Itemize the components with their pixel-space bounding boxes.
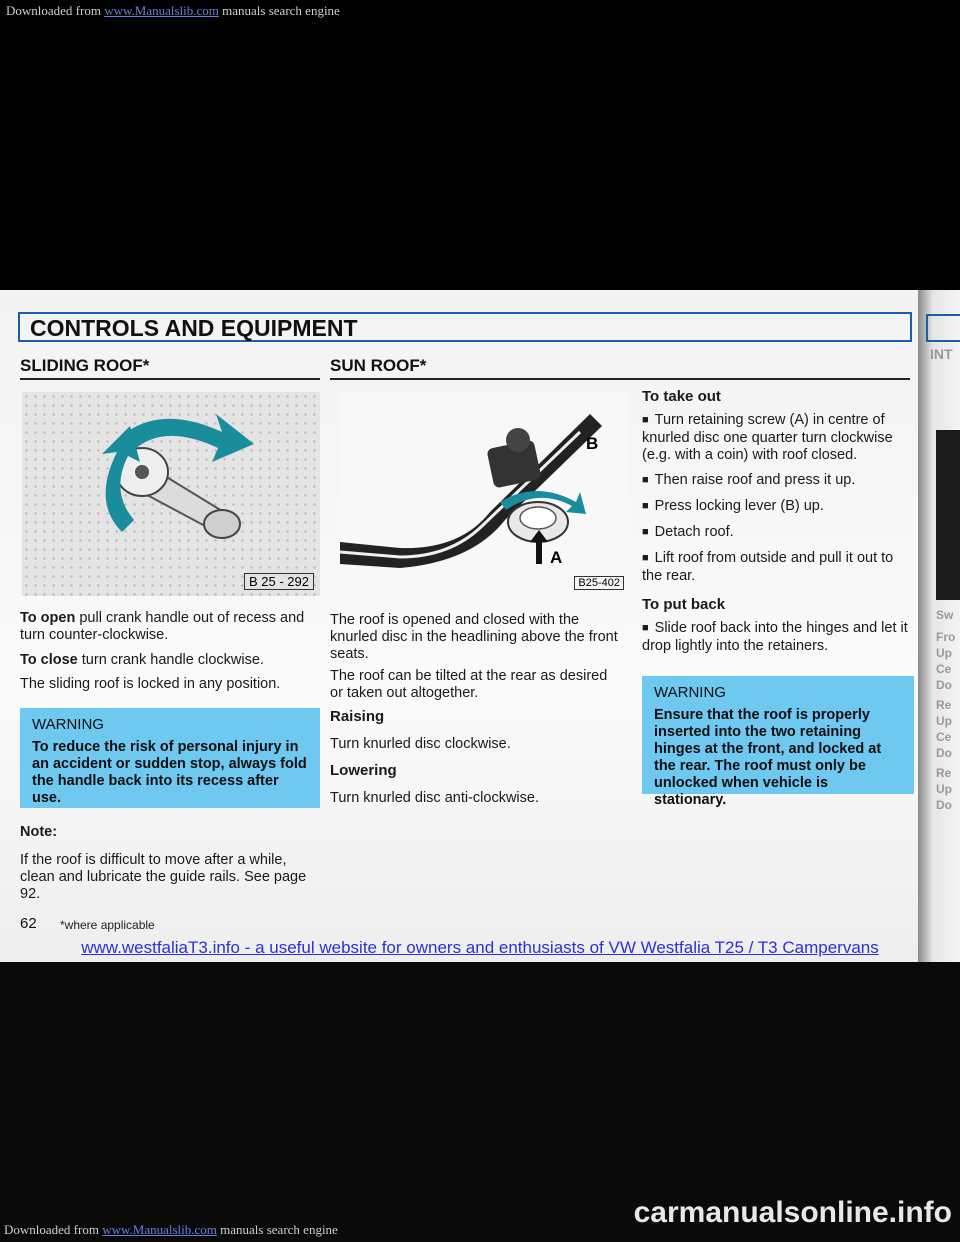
edge-fragment: Ce xyxy=(936,662,952,676)
raising-title: Raising xyxy=(330,708,385,725)
sun-roof-tilt-text: The roof can be tilted at the rear as desired or taken out altogether. xyxy=(330,668,608,701)
edge-fragment: Re xyxy=(936,698,952,712)
step-item: ■ Lift roof from outside and pull it out to the rear. xyxy=(642,550,914,585)
next-page-edge xyxy=(918,290,960,962)
next-page-image xyxy=(936,430,960,600)
step-item: ■ Detach roof. xyxy=(642,524,914,542)
edge-fragment: Up xyxy=(936,646,952,660)
manualslib-link[interactable]: www.Manualslib.com xyxy=(104,3,219,18)
heading-rule xyxy=(20,378,320,380)
take-out-steps xyxy=(642,412,914,593)
close-instruction: To close turn crank handle clockwise. xyxy=(20,652,264,668)
footnote: *where applicable xyxy=(60,918,155,932)
label-a: A xyxy=(550,548,563,567)
step-item: ■ Then raise roof and press it up. xyxy=(642,472,914,490)
edge-fragment: Ce xyxy=(936,730,952,744)
section-header xyxy=(18,312,912,342)
step-item: ■ Slide roof back into the hinges and let it drop lightly into the retainers. xyxy=(642,620,914,655)
crank-handle-illustration xyxy=(22,392,320,596)
knurled-disc-illustration xyxy=(340,392,628,594)
sliding-roof-heading: SLIDING ROOF* xyxy=(20,356,150,375)
figure-label: B 25 - 292 xyxy=(244,573,314,590)
step-item: ■ Turn retaining screw (A) in centre of knurled disc one quarter turn clockwise (e.g. with a coin) with roof closed. xyxy=(642,412,914,464)
note-title: Note: xyxy=(20,824,58,840)
label-b: B xyxy=(586,434,599,453)
sun-roof-description: The roof is opened and closed with the knurled disc in the headlining above the front seats. xyxy=(330,612,618,662)
raising-text: Turn knurled disc clockwise. xyxy=(330,736,511,752)
sun-roof-warning xyxy=(642,676,914,808)
next-page-tab xyxy=(926,314,960,342)
warning-title: WARNING xyxy=(654,684,726,701)
lowering-text: Turn knurled disc anti-clockwise. xyxy=(330,790,539,806)
edge-fragment: Fro xyxy=(936,630,956,644)
sliding-roof-warning xyxy=(20,708,320,808)
watermark: carmanualsonline.info xyxy=(633,1196,952,1229)
heading-rule xyxy=(330,378,910,380)
open-instruction: To open pull crank handle out of recess and turn counter-clockwise. xyxy=(20,610,305,643)
note-text: If the roof is difficult to move after a while, clean and lubricate the guide rails. See page 92. xyxy=(20,852,307,902)
sun-roof-heading: SUN ROOF* xyxy=(330,356,427,375)
top-banner: Downloaded from www.Manualslib.com manuals search engine xyxy=(6,3,340,18)
step-item: ■ Press locking lever (B) up. xyxy=(642,498,914,516)
edge-fragment: Do xyxy=(936,678,952,692)
sliding-roof-figure xyxy=(22,392,320,596)
section-title: CONTROLS AND EQUIPMENT xyxy=(30,315,358,341)
bottom-banner: Downloaded from www.Manualslib.com manuals search engine xyxy=(4,1222,338,1237)
edge-fragment: Re xyxy=(936,766,952,780)
edge-fragment: Up xyxy=(936,714,952,728)
edge-fragment: INT xyxy=(930,346,953,362)
take-out-title: To take out xyxy=(642,388,721,405)
warning-text: Ensure that the roof is properly inserted into the two retaining hinges at the front, and locked at the rear. The roof must only be unlocked when vehicle is stationary. xyxy=(654,707,882,808)
warning-text: To reduce the risk of personal injury in an accident or sudden stop, always fold the handle back into its recess after use. xyxy=(32,739,307,806)
page-number: 62 xyxy=(20,915,37,932)
edge-fragment: Do xyxy=(936,746,952,760)
locked-text: The sliding roof is locked in any position. xyxy=(20,676,281,692)
edge-fragment: Do xyxy=(936,798,952,812)
manualslib-link[interactable]: www.Manualslib.com xyxy=(102,1222,217,1237)
warning-title: WARNING xyxy=(32,716,104,733)
lowering-title: Lowering xyxy=(330,762,397,779)
sun-roof-figure xyxy=(340,392,628,594)
figure-label: B25-402 xyxy=(574,576,624,590)
westfalia-link[interactable]: www.westfaliaT3.info - a useful website for owners and enthusiasts of VW Westfalia T25 / T3 Campervans xyxy=(81,938,879,957)
put-back-title: To put back xyxy=(642,596,726,613)
edge-fragment: Sw xyxy=(936,608,954,622)
edge-fragment: Up xyxy=(936,782,952,796)
